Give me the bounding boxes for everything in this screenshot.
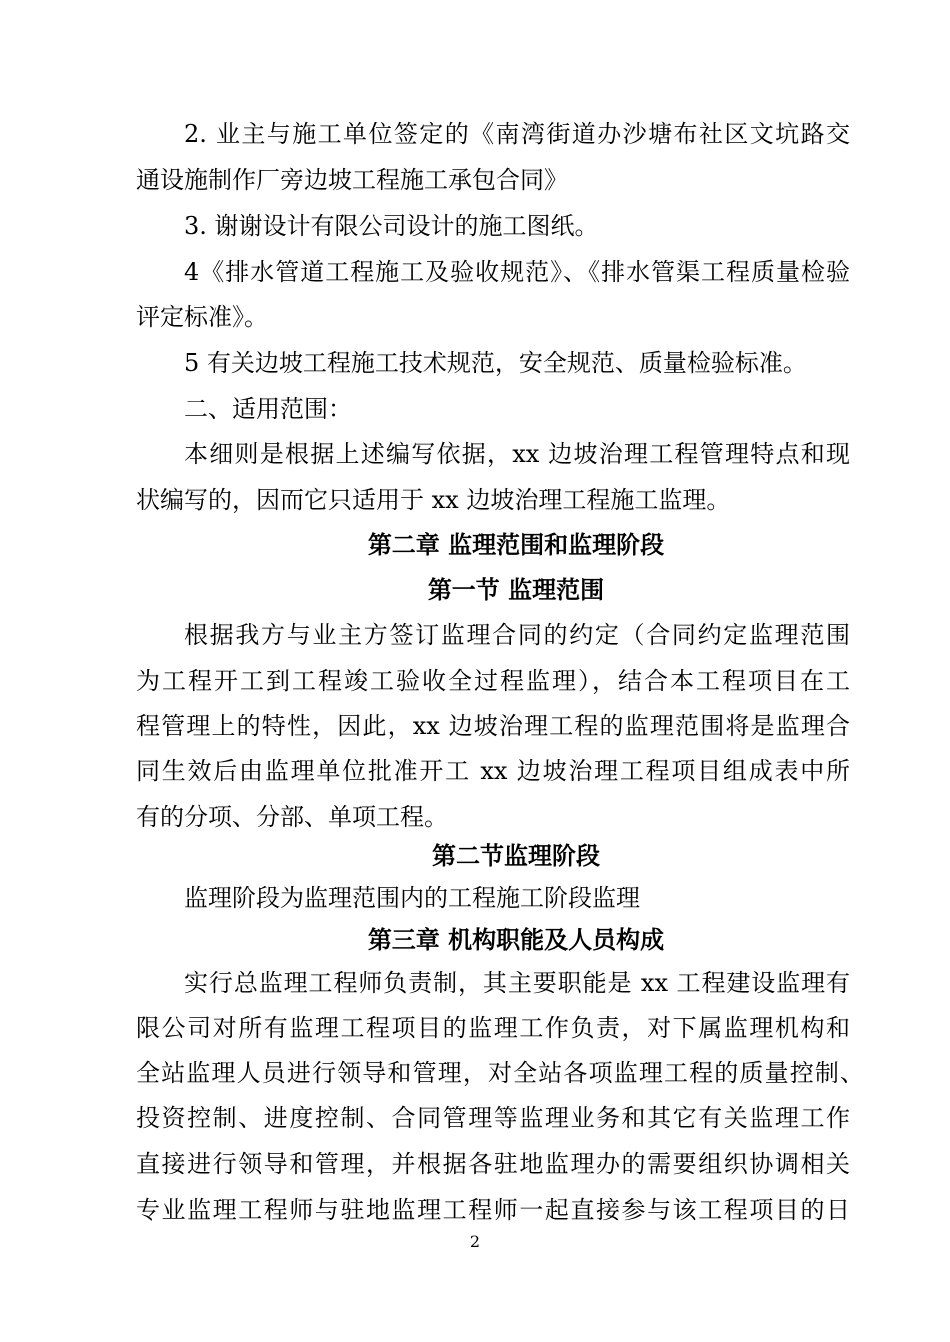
paragraph-line: 程管理上的特性，因此，xx 边坡治理工程的监理范围将是监理合 xyxy=(136,712,850,740)
paragraph-line: 专业监理工程师与驻地监理工程师一起直接参与该工程项目的日 xyxy=(136,1196,850,1224)
paragraph-line: 限公司对所有监理工程项目的监理工作负责，对下属监理机构和 xyxy=(136,1014,850,1042)
paragraph-line: 实行总监理工程师负责制，其主要职能是 xx 工程建设监理有 xyxy=(184,969,850,997)
paragraph-line: 评定标准》。 xyxy=(136,303,268,331)
paragraph-line: 3. 谢谢设计有限公司设计的施工图纸。 xyxy=(184,212,599,240)
chapter-heading: 第三章 机构职能及人员构成 xyxy=(367,925,665,954)
paragraph-line: 通设施制作厂旁边坡工程施工承包合同》 xyxy=(136,166,568,194)
paragraph-line: 2. 业主与施工单位签定的《南湾街道办沙塘布社区文坑路交 xyxy=(184,120,850,148)
paragraph-line: 全站监理人员进行领导和管理，对全站各项监理工程的质量控制、 xyxy=(136,1059,864,1087)
paragraph-line: 监理阶段为监理范围内的工程施工阶段监理 xyxy=(184,884,640,912)
page-number: 2 xyxy=(469,1232,481,1251)
paragraph-line: 直接进行领导和管理，并根据各驻地监理办的需要组织协调相关 xyxy=(136,1150,850,1178)
paragraph-line: 投资控制、进度控制、合同管理等监理业务和其它有关监理工作 xyxy=(136,1104,850,1132)
section-subtitle: 二、适用范围： xyxy=(184,395,352,423)
chapter-heading: 第二章 监理范围和监理阶段 xyxy=(367,530,665,559)
paragraph-line: 状编写的，因而它只适用于 xx 边坡治理工程施工监理。 xyxy=(136,486,731,514)
paragraph-line: 5 有关边坡工程施工技术规范，安全规范、质量检验标准。 xyxy=(184,349,807,377)
paragraph-line: 本细则是根据上述编写依据，xx 边坡治理工程管理特点和现 xyxy=(184,440,850,468)
paragraph-line: 有的分项、分部、单项工程。 xyxy=(136,803,448,831)
paragraph-line: 同生效后由监理单位批准开工 xx 边坡治理工程项目组成表中所 xyxy=(136,757,850,785)
section-heading: 第二节监理阶段 xyxy=(432,841,600,870)
section-heading: 第一节 监理范围 xyxy=(427,575,605,604)
paragraph-line: 4《排水管道工程施工及验收规范》、《排水管渠工程质量检验 xyxy=(184,258,850,286)
paragraph-line: 根据我方与业主方签订监理合同的约定（合同约定监理范围 xyxy=(184,621,850,649)
paragraph-line: 为工程开工到工程竣工验收全过程监理），结合本工程项目在工 xyxy=(136,667,850,695)
